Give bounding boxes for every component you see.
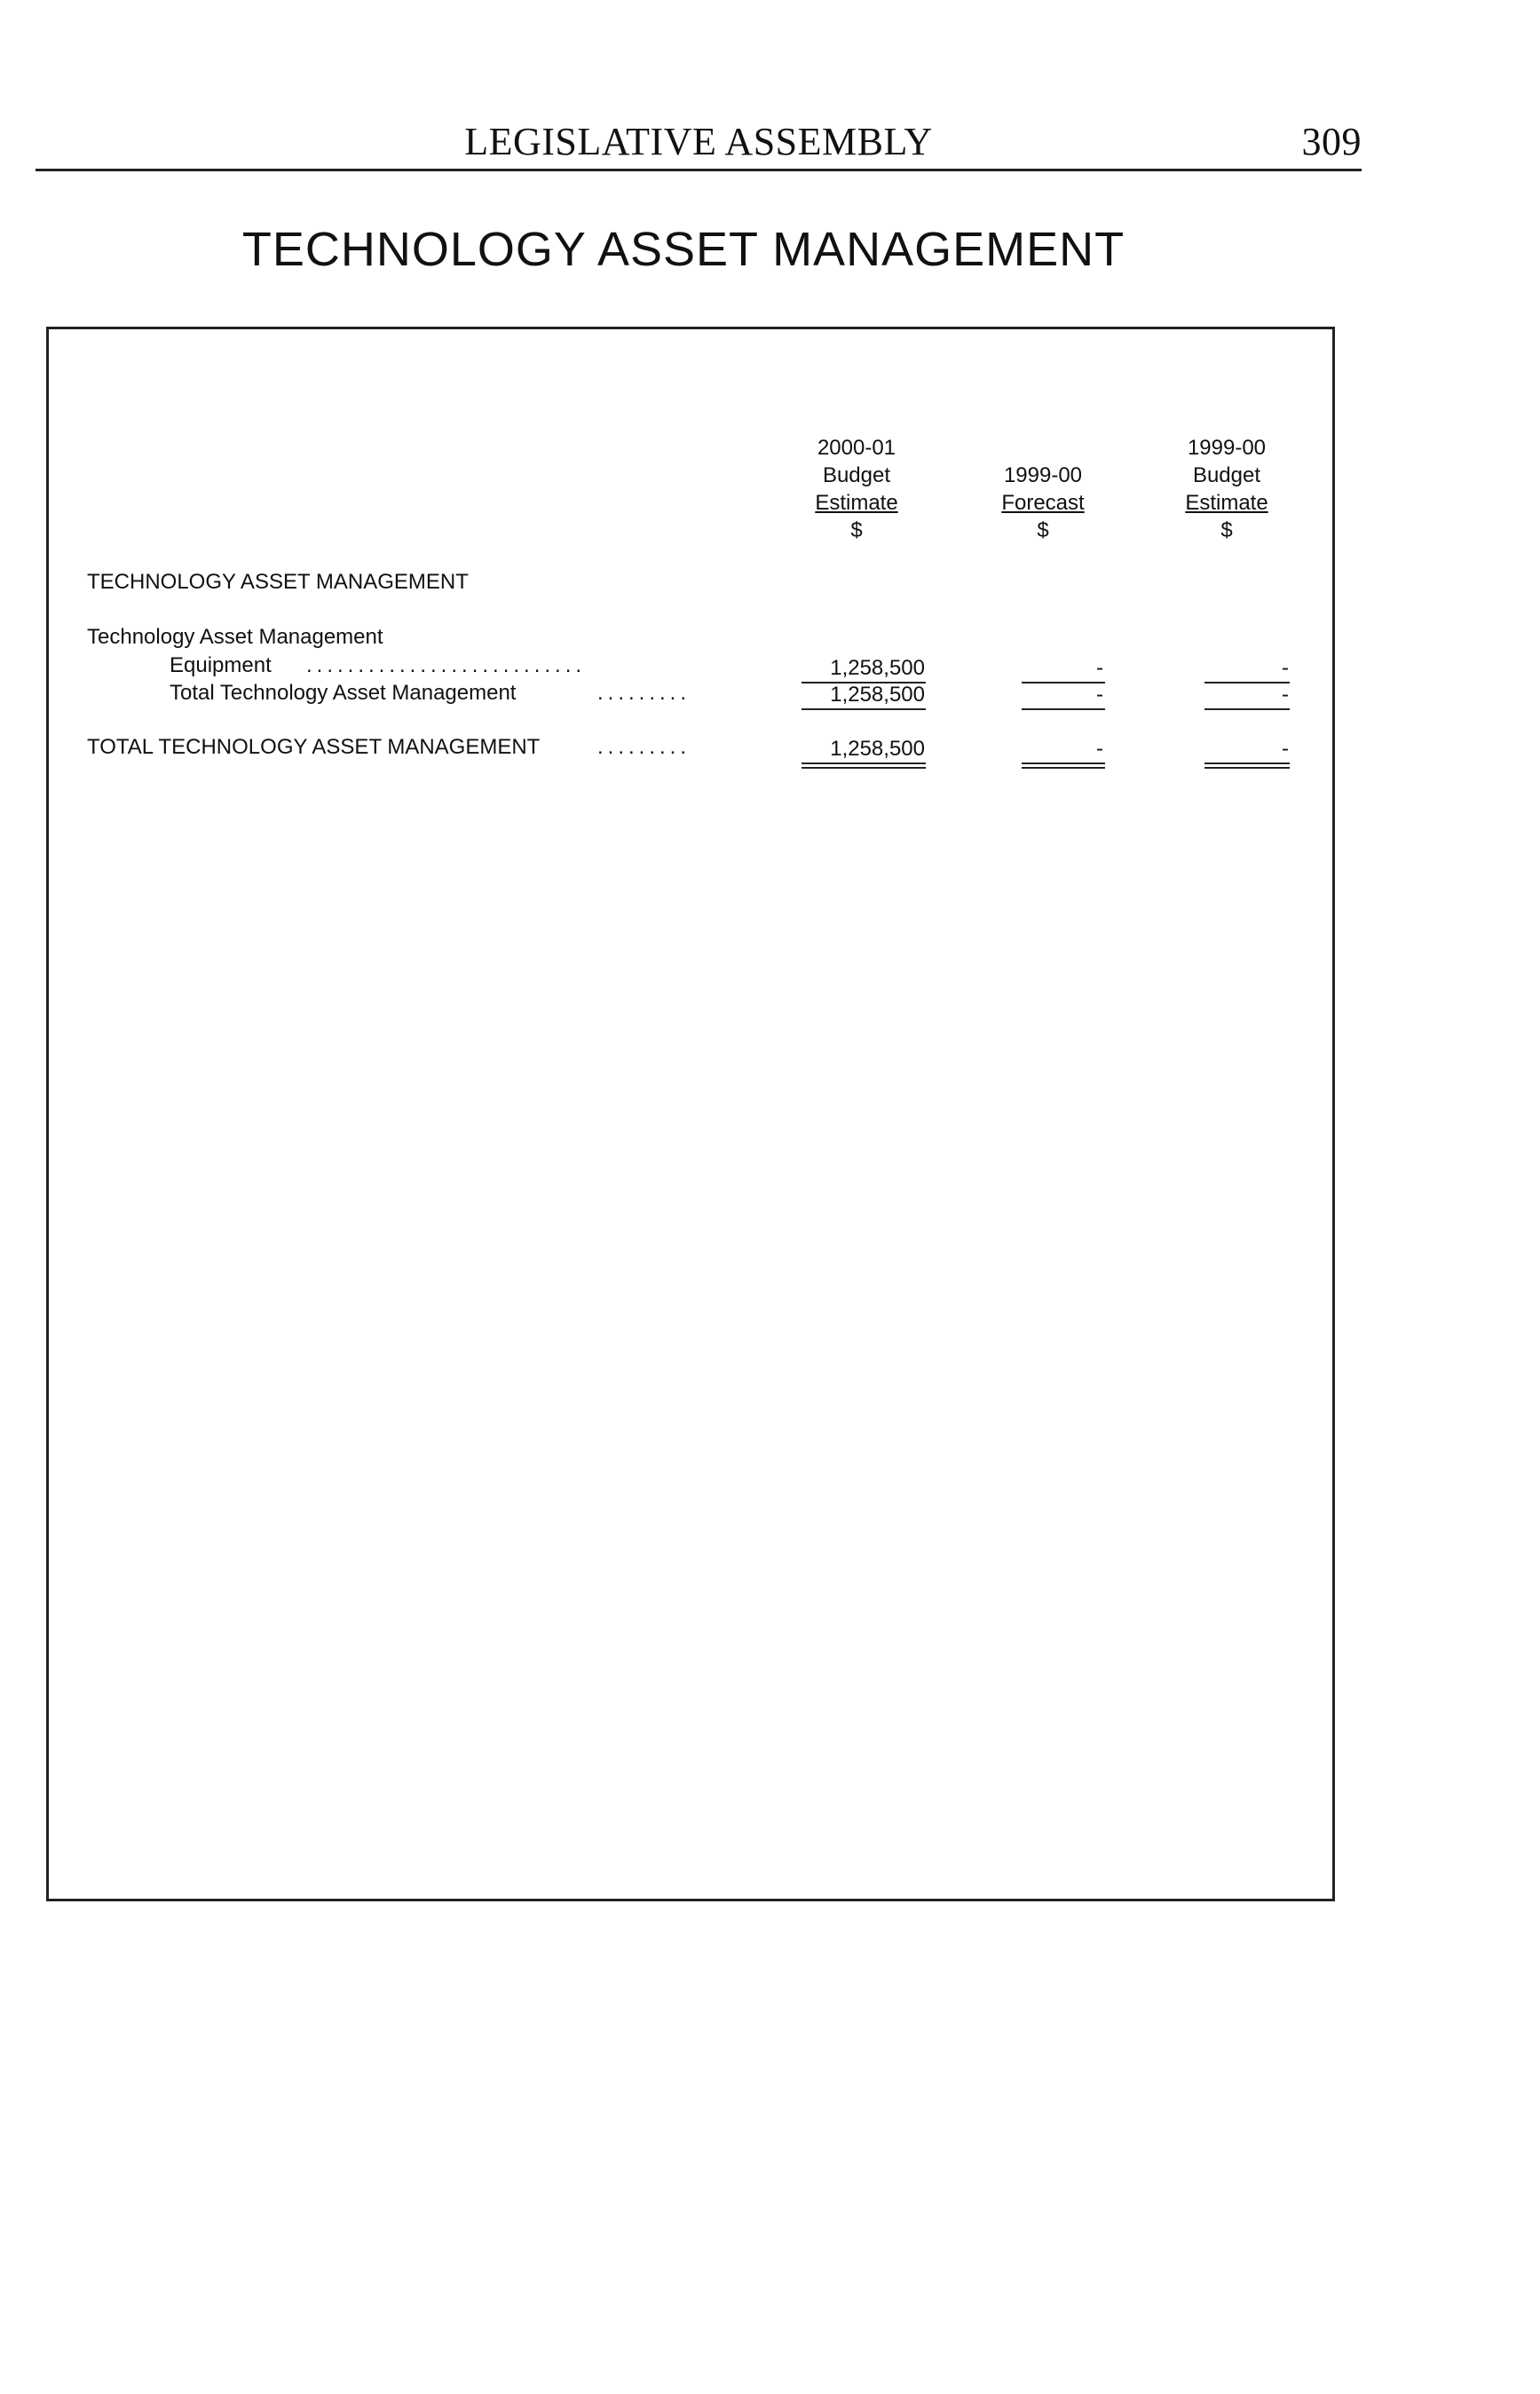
page-title: TECHNOLOGY ASSET MANAGEMENT xyxy=(241,223,1125,276)
grand-total-forecast-1999-00: - xyxy=(1096,737,1103,761)
underline-rule xyxy=(1204,708,1290,710)
double-underline-rule xyxy=(1022,762,1105,764)
underline-rule xyxy=(1022,708,1105,710)
dot-leader: ......... xyxy=(597,681,691,705)
column-header-line: Budget xyxy=(1192,463,1261,487)
column-header-line: Forecast xyxy=(1001,491,1085,515)
dot-leader: ......... xyxy=(597,735,691,759)
column-header-forecast-1999-00 xyxy=(936,434,1149,544)
dot-leader: ........................... xyxy=(306,653,587,677)
underline-rule xyxy=(1022,682,1105,683)
total-budget-2000-01: 1,258,500 xyxy=(830,683,925,707)
estimates-table-frame xyxy=(46,327,1335,1901)
column-header-line: 2000-01 xyxy=(817,436,896,460)
page-number: 309 xyxy=(1301,120,1362,163)
column-header-line: Estimate xyxy=(815,491,898,515)
column-header-budget-1999-00 xyxy=(1120,434,1333,544)
row-label-total-technology-asset-management: Total Technology Asset Management xyxy=(170,681,517,705)
equipment-forecast-1999-00: - xyxy=(1096,656,1103,680)
double-underline-rule xyxy=(802,767,926,769)
column-header-line: 1999-00 xyxy=(1003,463,1083,487)
double-underline-rule xyxy=(1022,767,1105,769)
row-label-equipment: Equipment xyxy=(170,653,272,677)
grand-total-budget-1999-00: - xyxy=(1282,737,1289,761)
running-title: LEGISLATIVE ASSEMBLY xyxy=(464,120,933,163)
equipment-budget-2000-01: 1,258,500 xyxy=(830,656,925,680)
underline-rule xyxy=(802,708,926,710)
column-header-line: Estimate xyxy=(1185,491,1268,515)
column-header-unit: $ xyxy=(1220,518,1233,542)
running-header xyxy=(36,119,1362,171)
group-heading: Technology Asset Management xyxy=(87,625,383,649)
column-header-unit: $ xyxy=(850,518,863,542)
grand-total-label: TOTAL TECHNOLOGY ASSET MANAGEMENT xyxy=(87,735,541,759)
equipment-budget-1999-00: - xyxy=(1282,656,1289,680)
column-header-line: Budget xyxy=(822,463,891,487)
total-budget-1999-00: - xyxy=(1282,683,1289,707)
underline-rule xyxy=(1204,682,1290,683)
column-header-unit: $ xyxy=(1037,518,1049,542)
column-header-budget-2000-01 xyxy=(750,434,963,544)
double-underline-rule xyxy=(1204,762,1290,764)
section-heading: TECHNOLOGY ASSET MANAGEMENT xyxy=(87,570,469,594)
total-forecast-1999-00: - xyxy=(1096,683,1103,707)
double-underline-rule xyxy=(1204,767,1290,769)
column-header-line: 1999-00 xyxy=(1187,436,1267,460)
double-underline-rule xyxy=(802,762,926,764)
grand-total-budget-2000-01: 1,258,500 xyxy=(830,737,925,761)
column-header-line xyxy=(936,434,1149,462)
